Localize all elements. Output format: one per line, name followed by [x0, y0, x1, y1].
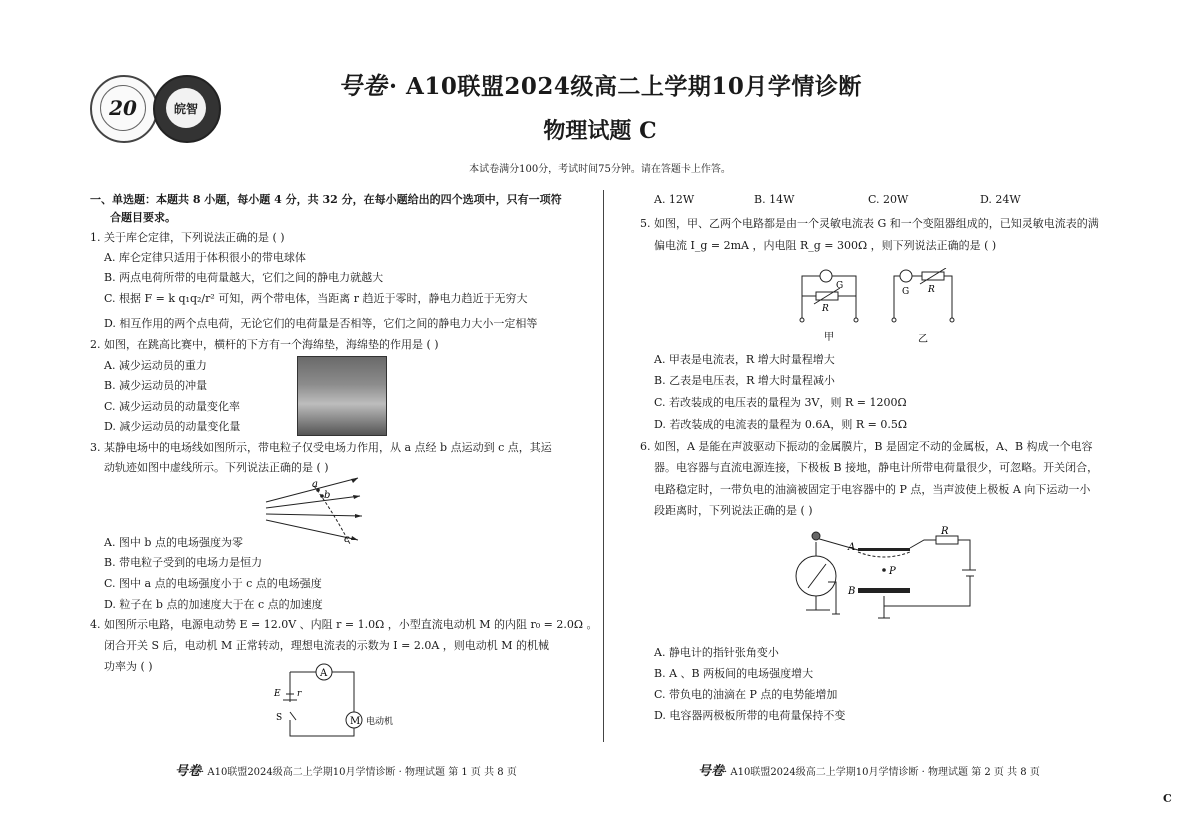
q6-stem-line1: 6. 如图，A 是能在声波驱动下振动的金属膜片，B 是固定不动的金属板，A、B 构成一个电容: [640, 440, 1093, 453]
q6-option-b: B. A 、B 两板间的电场强度增大: [654, 667, 814, 680]
q5-stem-line2: 偏电流 I_g = 2mA ，内电阻 R_g = 300Ω ，则下列说法正确的是 ( ): [654, 239, 997, 252]
q5-stem-line1: 5. 如图，甲、乙两个电路都是由一个灵敏电流表 G 和一个变阻器组成的，已知灵敏电流表的满: [640, 217, 1099, 230]
footer-right: 号卷· A10联盟2024级高二上学期10月学情诊断 · 物理试题 第 2 页 共 8 页: [698, 764, 1040, 779]
footer-brand-mark: 号卷: [175, 764, 202, 779]
q5-option-d: D. 若改装成的电流表的量程为 0.6A，则 R = 0.5Ω: [654, 418, 907, 431]
q3-stem-line1: 3. 某静电场中的电场线如图所示，带电粒子仅受电场力作用，从 a 点经 b 点运动到 c 点，其运: [90, 441, 552, 454]
footer-brand-mark: 号卷: [698, 764, 725, 779]
q6-option-a: A. 静电计的指针张角变小: [654, 646, 779, 659]
q4-stem-line3: 功率为 ( ): [104, 660, 153, 673]
galvanometer-label-yi: G: [902, 287, 910, 297]
exam-title: 号卷· A10联盟2024级高二上学期10月学情诊断: [338, 71, 862, 100]
circuit-yi-caption: 乙: [918, 334, 928, 344]
paper-version-mark: C: [1163, 792, 1172, 805]
q4-stem-line2: 闭合开关 S 后，电动机 M 正常转动，理想电流表的示数为 I = 2.0A ，则电动机 M 的机械: [104, 639, 550, 652]
ammeter-label: A: [320, 668, 328, 679]
section-title: 一、单选题：本题共 8 小题，每小题 4 分，共 32 分，在每小题给出的四个选项中，只有一项符: [90, 193, 562, 206]
q3-option-c: C. 图中 a 点的电场强度小于 c 点的电场强度: [104, 577, 322, 590]
q4-option-c: C. 20W: [868, 193, 909, 206]
motor-circuit-figure: [268, 660, 418, 740]
q4-option-d: D. 24W: [980, 193, 1021, 206]
capacitor-electroscope-figure: [786, 526, 976, 632]
q5-option-a: A. 甲表是电流表，R 增大时量程增大: [654, 353, 835, 366]
exam-subtitle: 物理试题 C: [543, 118, 657, 144]
seal-emblem: 皖智: [166, 88, 206, 128]
q3-option-d: D. 粒子在 b 点的加速度大于在 c 点的加速度: [104, 598, 323, 611]
q4-option-b: B. 14W: [754, 193, 795, 206]
q1-option-d: D. 相互作用的两个点电荷，无论它们的电荷量是否相等，它们之间的静电力大小一定相等: [104, 317, 538, 330]
brand-mark: 号卷: [338, 71, 388, 100]
q5-option-b: B. 乙表是电压表，R 增大时量程减小: [654, 374, 835, 387]
point-a-label: a: [312, 479, 318, 490]
q5-option-c: C. 若改装成的电压表的量程为 3V，则 R = 1200Ω: [654, 396, 907, 409]
q2-option-a: A. 减少运动员的重力: [104, 359, 207, 372]
q4-option-a: A. 12W: [654, 193, 695, 206]
galvanometer-circuits-figure: [792, 268, 968, 344]
q2-option-d: D. 减少运动员的动量变化量: [104, 420, 241, 433]
high-jump-photo: [297, 356, 387, 436]
q1-option-c: C. 根据 F = k q₁q₂/r² 可知，两个带电体，当距离 r 趋近于零时，静电力趋近于无穷大: [104, 292, 528, 305]
switch-label: S: [276, 713, 283, 723]
footer-left: 号卷· A10联盟2024级高二上学期10月学情诊断 · 物理试题 第 1 页 共 8 页: [175, 764, 517, 779]
electric-field-figure: [262, 474, 372, 550]
rheostat-label-jia: R: [822, 304, 829, 314]
column-divider: [603, 190, 604, 742]
motor-caption: 电动机: [366, 717, 394, 727]
q6-stem-line2: 器。电容器与直流电源连接，下极板 B 接地，静电计所带电荷量很少，可忽略。开关闭合，: [654, 461, 1099, 474]
q2-option-c: C. 减少运动员的动量变化率: [104, 400, 241, 413]
circuit-jia-caption: 甲: [824, 332, 834, 343]
emf-label: E: [274, 689, 281, 699]
q1-option-a: A. 库仑定律只适用于体积很小的带电球体: [104, 251, 306, 264]
section-title-cont: 合题目要求。: [110, 211, 176, 224]
rheostat-label-yi: R: [928, 285, 935, 295]
q3-option-a: A. 图中 b 点的电场强度为零: [104, 536, 243, 549]
resistor-label: R: [941, 526, 949, 537]
motor-label: M: [350, 716, 361, 727]
point-p-label: P: [889, 566, 896, 577]
q6-stem-line4: 段距离时，下列说法正确的是 ( ): [654, 504, 813, 517]
q3-option-b: B. 带电粒子受到的电场力是恒力: [104, 556, 263, 569]
point-c-label: c: [344, 534, 350, 545]
q6-option-d: D. 电容器两极板所带的电荷量保持不变: [654, 709, 846, 722]
internal-resistance-label: r: [297, 689, 302, 699]
plate-b-label: B: [848, 586, 856, 597]
galvanometer-label-jia: G: [836, 281, 844, 291]
q3-stem-line2: 动轨迹如图中虚线所示。下列说法正确的是 ( ): [104, 461, 329, 474]
q2-stem: 2. 如图，在跳高比赛中，横杆的下方有一个海绵垫，海绵垫的作用是 ( ): [90, 338, 439, 351]
q6-stem-line3: 电路稳定时，一带负电的油滴被固定于电容器中的 P 点，当声波使上极板 A 向下运动一小: [654, 483, 1091, 496]
plate-a-label: A: [848, 542, 856, 553]
q2-option-b: B. 减少运动员的冲量: [104, 379, 208, 392]
exam-notice: 本试卷满分100分，考试时间75分钟。请在答题卡上作答。: [469, 164, 731, 175]
q1-option-b: B. 两点电荷所带的电荷量越大，它们之间的静电力就越大: [104, 271, 384, 284]
q1-stem: 1. 关于库仑定律，下列说法正确的是 ( ): [90, 231, 285, 244]
q6-option-c: C. 带负电的油滴在 P 点的电势能增加: [654, 688, 838, 701]
q4-stem-line1: 4. 如图所示电路，电源电动势 E = 12.0V 、内阻 r = 1.0Ω ，小型直流电动机 M 的内阻 r₀ = 2.0Ω 。: [90, 618, 598, 631]
point-b-label: b: [324, 490, 331, 501]
seal-emblem: 20: [100, 85, 146, 131]
